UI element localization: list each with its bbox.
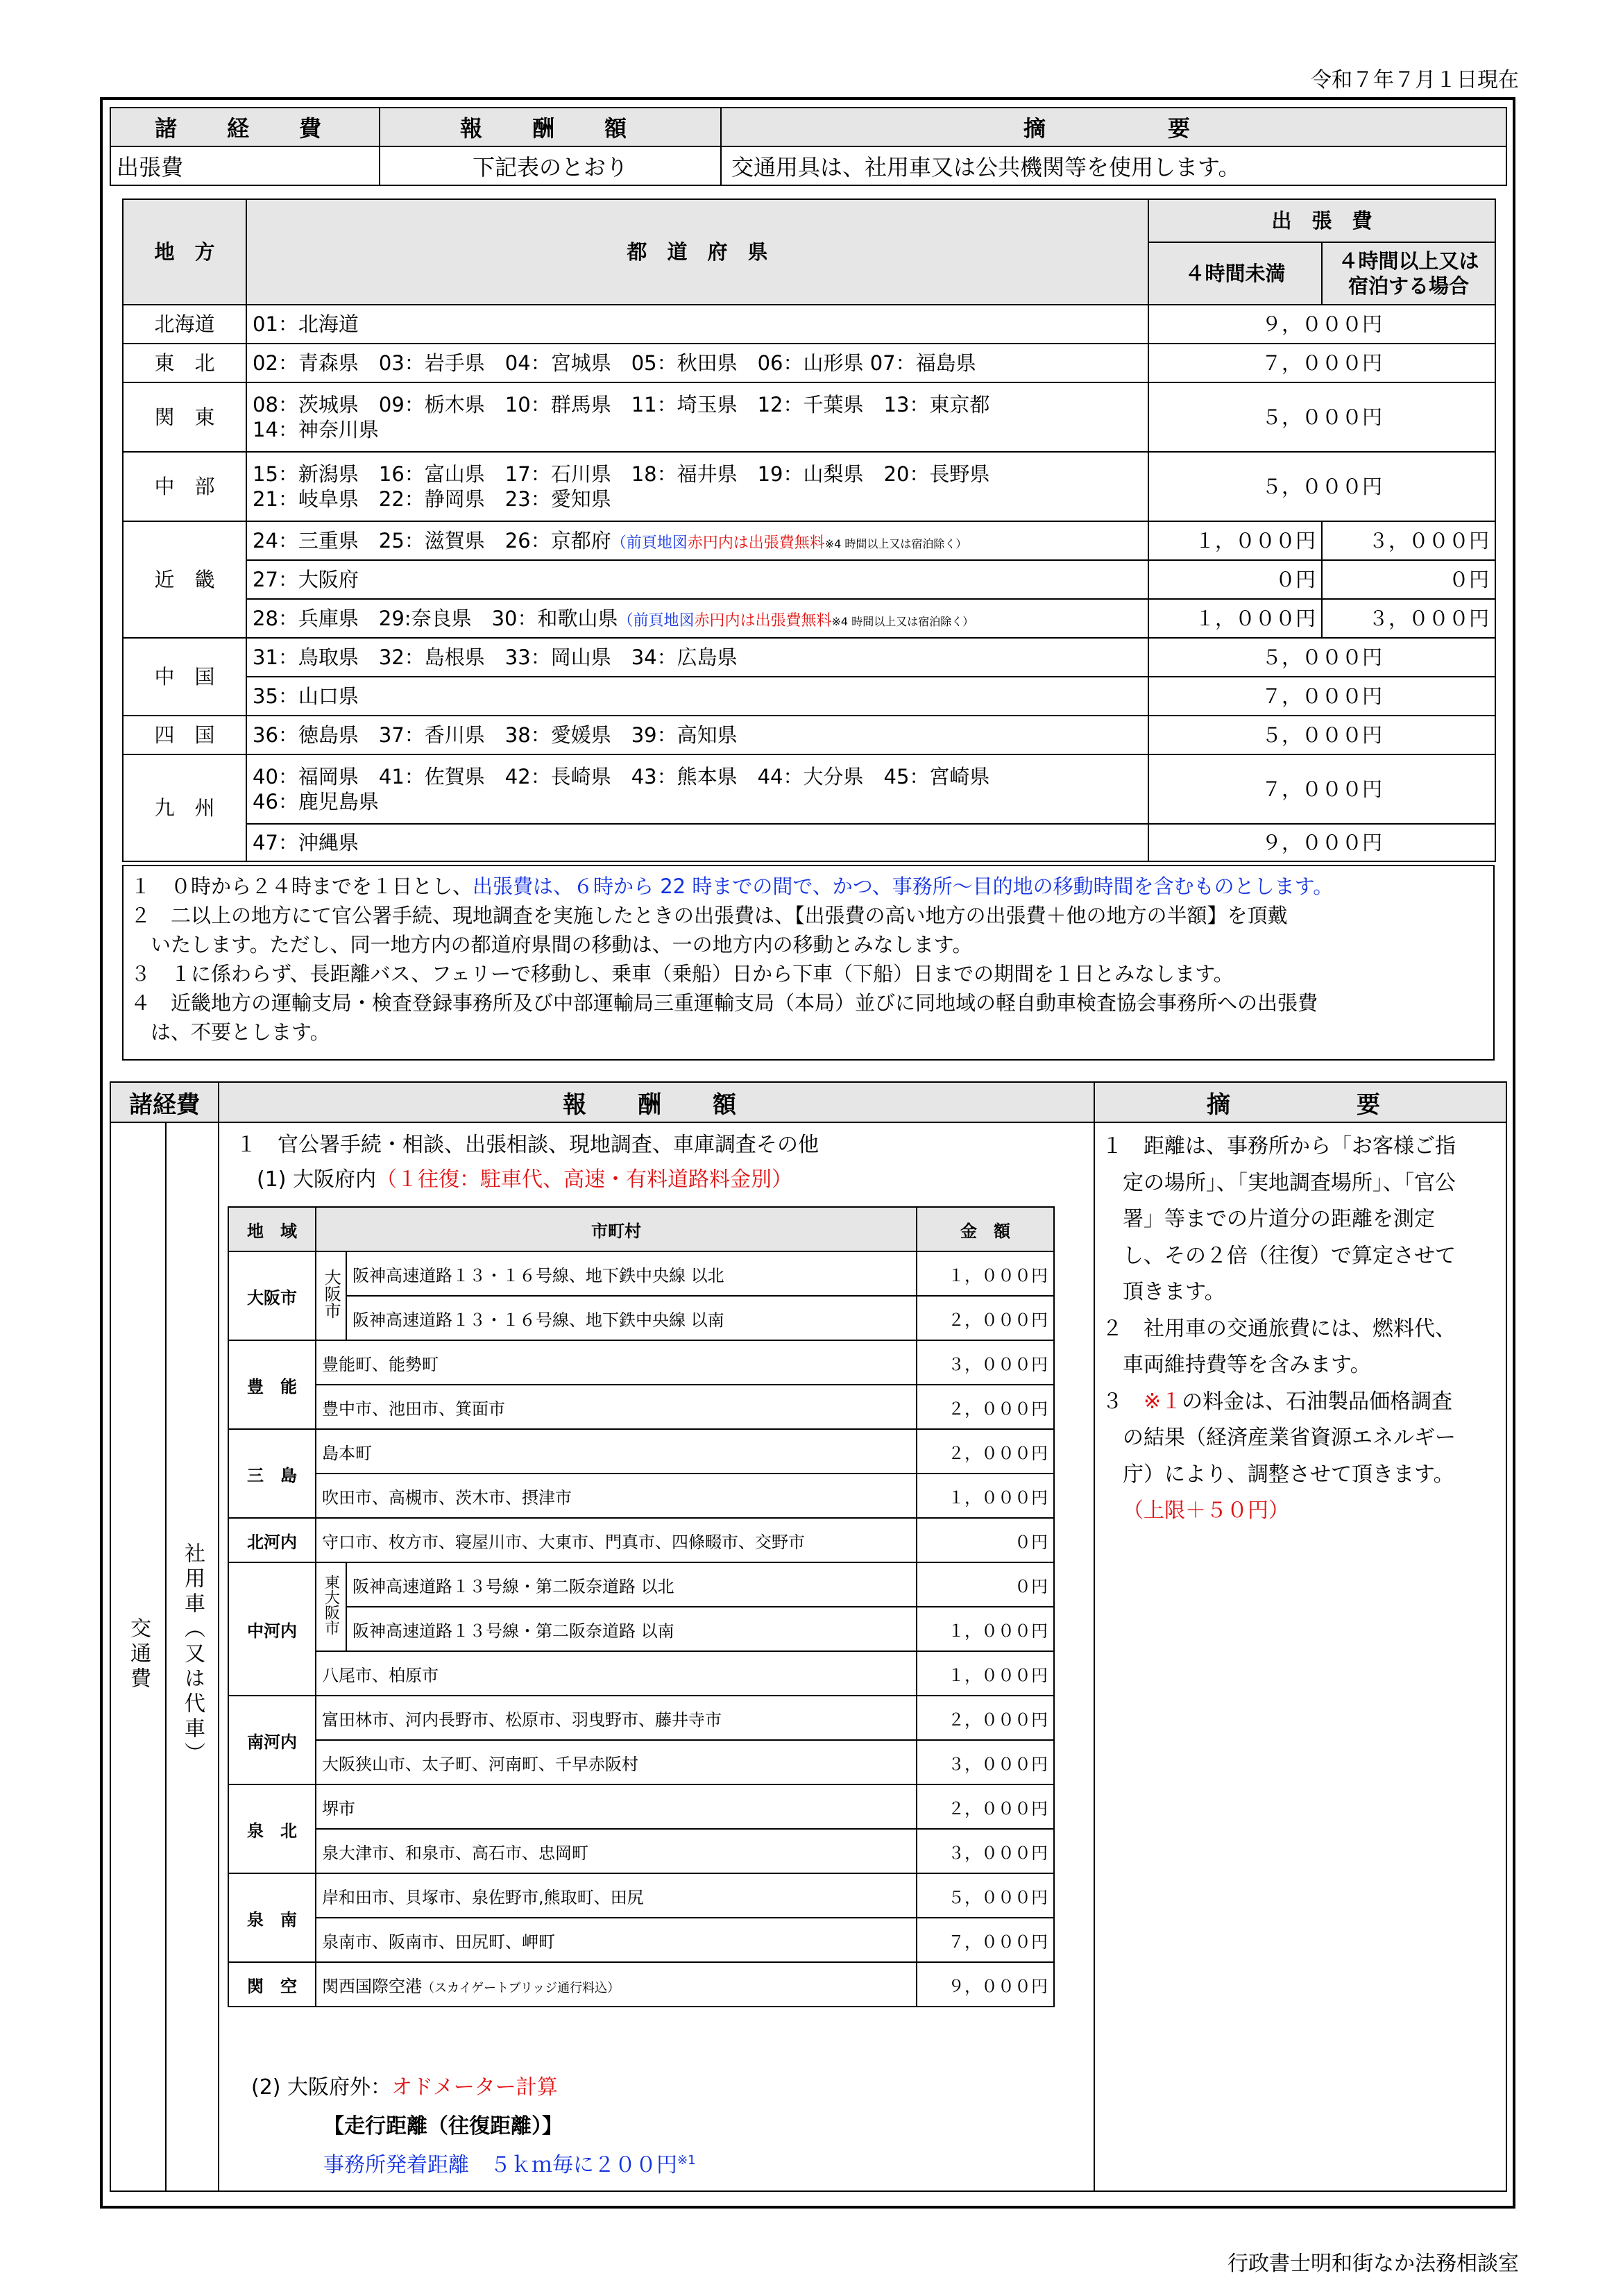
pref-list: 01：北海道 — [246, 305, 1148, 344]
header-prefecture: 都 道 府 県 — [246, 199, 1148, 305]
fee-over: ３，０００円 — [1322, 521, 1495, 560]
city-amount: １，０００円 — [917, 1251, 1054, 1296]
city-amount: ２，０００円 — [917, 1784, 1054, 1829]
region-chubu: 中 部 — [123, 452, 246, 521]
fee-under: １，０００円 — [1148, 599, 1322, 638]
travel-expense-table — [122, 199, 1496, 862]
area-toyono: 豊 能 — [228, 1340, 316, 1429]
header-area: 地 域 — [228, 1207, 316, 1251]
city-amount: １，０００円 — [917, 1474, 1054, 1518]
pref-list: 35：山口県 — [246, 677, 1148, 716]
fee-under: １，０００円 — [1148, 521, 1322, 560]
area-mishima: 三 島 — [228, 1429, 316, 1518]
map-note-c: ※4 時間以上又は宿泊除く） — [831, 614, 974, 628]
map-note-a: （前頁地図 — [611, 534, 688, 552]
city-name: 泉南市、阪南市、田尻町、岬町 — [316, 1918, 917, 1962]
sub-osaka-city: 大阪市 — [321, 1269, 341, 1319]
city-amount: ２，０００円 — [917, 1385, 1054, 1429]
header-region: 地 方 — [123, 199, 246, 305]
city-name: 八尾市、柏原市 — [316, 1651, 917, 1696]
footer-office: 行政書士明和街なか法務相談室 — [1227, 2252, 1519, 2276]
osaka-city-fee-table — [228, 1206, 1055, 2007]
area-osaka-city: 大阪市 — [228, 1251, 316, 1340]
region-chugoku: 中 国 — [123, 638, 246, 716]
distance-header: 【走行距離（往復距離）】 — [323, 2114, 563, 2138]
city-small-note: （スカイゲートブリッジ通行料込） — [422, 1980, 620, 1995]
area-minamikawachi: 南河内 — [228, 1696, 316, 1784]
city-name: 富田林市、河内長野市、松原市、羽曳野市、藤井寺市 — [316, 1696, 917, 1740]
pref-list: 36：徳島県 37：香川県 38：愛媛県 39：高知県 — [246, 716, 1148, 754]
travel-notes — [122, 865, 1495, 1061]
remark-1: １ 距離は、事務所から「お客様ご指 定の場所」、「実地調査場所」、「官公 署」等までの片道分の距離を測定 し、その２倍（往復）で算定させて 頂きます。 — [1102, 1134, 1456, 1304]
expense-header-table — [110, 107, 1507, 186]
city-name: 守口市、枚方市、寝屋川市、大東市、門真市、四條畷市、交野市 — [316, 1518, 917, 1562]
city-name: 阪神高速道路１３・１６号線、地下鉄中央線 以南 — [346, 1296, 917, 1340]
map-note-b: 赤円内は出張費無料 — [694, 611, 832, 630]
city-amount: ２，０００円 — [917, 1296, 1054, 1340]
map-note-a: （前頁地図 — [618, 611, 695, 630]
note-3: ３ １に係わらず、長距離バス、フェリーで移動し、乗車（乗船）日から下車（下船）日までの期間を１日とみなします。 — [130, 962, 1234, 986]
transport-note: 交通用具は、社用車又は公共機関等を使用します。 — [721, 146, 1506, 185]
city-amount: ３，０００円 — [917, 1740, 1054, 1784]
note-4: ４ 近畿地方の運輸支局・検査登録事務所及び中部運輸局三重運輸支局（本局）並びに同地域の軽自動車検査協会事務所への出張費 は、不要とします。 — [130, 991, 1318, 1045]
fee-see-below: 下記表のとおり — [380, 146, 721, 185]
region-kyushu: 九 州 — [123, 754, 246, 861]
pref-list: 27：大阪府 — [246, 560, 1148, 599]
fee-value: ９，０００円 — [1148, 824, 1495, 861]
city-name: 泉大津市、和泉市、高石市、忠岡町 — [316, 1829, 917, 1873]
col-expense: 諸 経 費 — [110, 108, 380, 146]
city-amount: １，０００円 — [917, 1607, 1054, 1651]
note-2: ２ 二以上の地方にて官公署手続、現地調査を実施したときの出張費は、【出張費の高い地方の出張費＋他の地方の半額】を頂戴 いたします。ただし、同一地方内の都道府県間の移動は、一の地方内の移動とみなします。 — [130, 904, 1288, 957]
area-nakakawachi: 中河内 — [228, 1562, 316, 1696]
city-amount: ９，０００円 — [917, 1962, 1054, 2007]
map-note-c: ※4 時間以上又は宿泊除く） — [824, 537, 967, 550]
col-fee: 報 酬 額 — [219, 1082, 1094, 1122]
city-amount: ０円 — [917, 1518, 1054, 1562]
city-amount: ２，０００円 — [917, 1696, 1054, 1740]
header-city: 市町村 — [316, 1207, 917, 1251]
area-sennan: 泉 南 — [228, 1873, 316, 1962]
region-shikoku: 四 国 — [123, 716, 246, 754]
col-fee: 報 酬 額 — [380, 108, 721, 146]
item-travel-expense: 出張費 — [110, 146, 380, 185]
osaka-outside-line: (2) 大阪府外：オドメーター計算 — [251, 2075, 558, 2100]
fee-over: ３，０００円 — [1322, 599, 1495, 638]
sub-higashiosaka: 東大阪市 — [322, 1574, 340, 1636]
col-summary: 摘 要 — [721, 108, 1506, 146]
city-name: 島本町 — [316, 1429, 917, 1474]
city-name: 豊中市、池田市、箕面市 — [316, 1385, 917, 1429]
map-note-b: 赤円内は出張費無料 — [687, 534, 825, 552]
pref-list: 40：福岡県 41：佐賀県 42：長崎県 43：熊本県 44：大分県 45：宮崎県 46：鹿児島県 — [246, 754, 1148, 824]
city-name: 豊能町、能勢町 — [316, 1340, 917, 1385]
fee-value: ５，０００円 — [1148, 638, 1495, 677]
pref-list: 02：青森県 03：岩手県 04：宮城県 05：秋田県 06：山形県 07：福島県 — [246, 344, 1148, 382]
company-car-label: 社用車（又は代車） — [180, 1542, 205, 1767]
col-summary: 摘 要 — [1094, 1082, 1506, 1122]
fee-value: ７，０００円 — [1148, 754, 1495, 824]
city-name: 関西国際空港（スカイゲートブリッジ通行料込） — [316, 1962, 917, 2007]
city-name: 大阪狭山市、太子町、河南町、千早赤阪村 — [316, 1740, 917, 1784]
city-amount: ２，０００円 — [917, 1429, 1054, 1474]
fee-under: ０円 — [1148, 560, 1322, 599]
city-name: 阪神高速道路１３・１６号線、地下鉄中央線 以北 — [346, 1251, 917, 1296]
region-kinki: 近 畿 — [123, 521, 246, 638]
city-amount: ３，０００円 — [917, 1340, 1054, 1385]
remark-3-cap: （上限＋５０円） — [1123, 1499, 1289, 1523]
header-travel-fee: 出 張 費 — [1148, 199, 1495, 242]
city-amount: １，０００円 — [917, 1651, 1054, 1696]
city-name: 吹田市、高槻市、茨木市、摂津市 — [316, 1474, 917, 1518]
fee-value: ５，０００円 — [1148, 716, 1495, 754]
note-1: １ ０時から２４時までを１日とし、出張費は、６時から 22 時までの間で、かつ、事務所～目的地の移動時間を含むものとします。 — [130, 875, 1334, 898]
area-senboku: 泉 北 — [228, 1784, 316, 1873]
header-amount: 金 額 — [917, 1207, 1054, 1251]
area-kitakawachi: 北河内 — [228, 1518, 316, 1562]
fee-value: ５，０００円 — [1148, 382, 1495, 452]
pref-list: 08：茨城県 09：栃木県 10：群馬県 11：埼玉県 12：千葉県 13：東京都 14：神奈川県 — [246, 382, 1148, 452]
city-name: 阪神高速道路１３号線・第二阪奈道路 以南 — [346, 1607, 917, 1651]
pref-list: 24：三重県 25：滋賀県 26：京都府（前頁地図赤円内は出張費無料※4 時間以上又は宿泊除く） — [246, 521, 1148, 560]
city-amount: ７，０００円 — [917, 1918, 1054, 1962]
remark-3: ３ ※１の料金は、石油製品価格調査 の結果（経済産業省資源エネルギー 庁）により、調整させて頂きます。 — [1102, 1389, 1456, 1487]
transport-label: 交通費 — [126, 1617, 151, 1692]
col-expense: 諸経費 — [110, 1082, 219, 1122]
osaka-inside-line: (1) 大阪府内（１往復：駐車代、高速・有料道路料金別） — [257, 1167, 793, 1192]
fee-value: ５，０００円 — [1148, 452, 1495, 521]
city-name: 阪神高速道路１３号線・第二阪奈道路 以北 — [346, 1562, 917, 1607]
distance-rule: 事務所発着距離 ５ｋｍ毎に２００円$^{※1}$ — [323, 2153, 696, 2177]
region-hokkaido: 北海道 — [123, 305, 246, 344]
pref-list: 15：新潟県 16：富山県 17：石川県 18：福井県 19：山梨県 20：長野県 21：岐阜県 22：静岡県 23：愛知県 — [246, 452, 1148, 521]
header-over-4h: ４時間以上又は 宿泊する場合 — [1322, 242, 1495, 305]
fee-over: ０円 — [1322, 560, 1495, 599]
pref-list: 28：兵庫県 29:奈良県 30：和歌山県（前頁地図赤円内は出張費無料※4 時間以上又は宿泊除く） — [246, 599, 1148, 638]
city-amount: ５，０００円 — [917, 1873, 1054, 1918]
header-under-4h: ４時間未満 — [1148, 242, 1322, 305]
pref-list: 47：沖縄県 — [246, 824, 1148, 861]
date-label: 令和７年７月１日現在 — [1311, 68, 1519, 92]
area-kanku: 関 空 — [228, 1962, 316, 2007]
remark-2: ２ 社用車の交通旅費には、燃料代、 車両維持費等を含みます。 — [1102, 1316, 1456, 1377]
region-tohoku: 東 北 — [123, 344, 246, 382]
city-amount: ３，０００円 — [917, 1829, 1054, 1873]
fee-value: ７，０００円 — [1148, 677, 1495, 716]
pref-list: 31：鳥取県 32：島根県 33：岡山県 34：広島県 — [246, 638, 1148, 677]
fee-value: ７，０００円 — [1148, 344, 1495, 382]
fee-value: ９，０００円 — [1148, 305, 1495, 344]
region-kanto: 関 東 — [123, 382, 246, 452]
city-amount: ０円 — [917, 1562, 1054, 1607]
city-name: 堺市 — [316, 1784, 917, 1829]
service-line: １ 官公署手続・相談、出張相談、現地調査、車庫調査その他 — [236, 1133, 819, 1157]
city-name: 岸和田市、貝塚市、泉佐野市,熊取町、田尻 — [316, 1873, 917, 1918]
